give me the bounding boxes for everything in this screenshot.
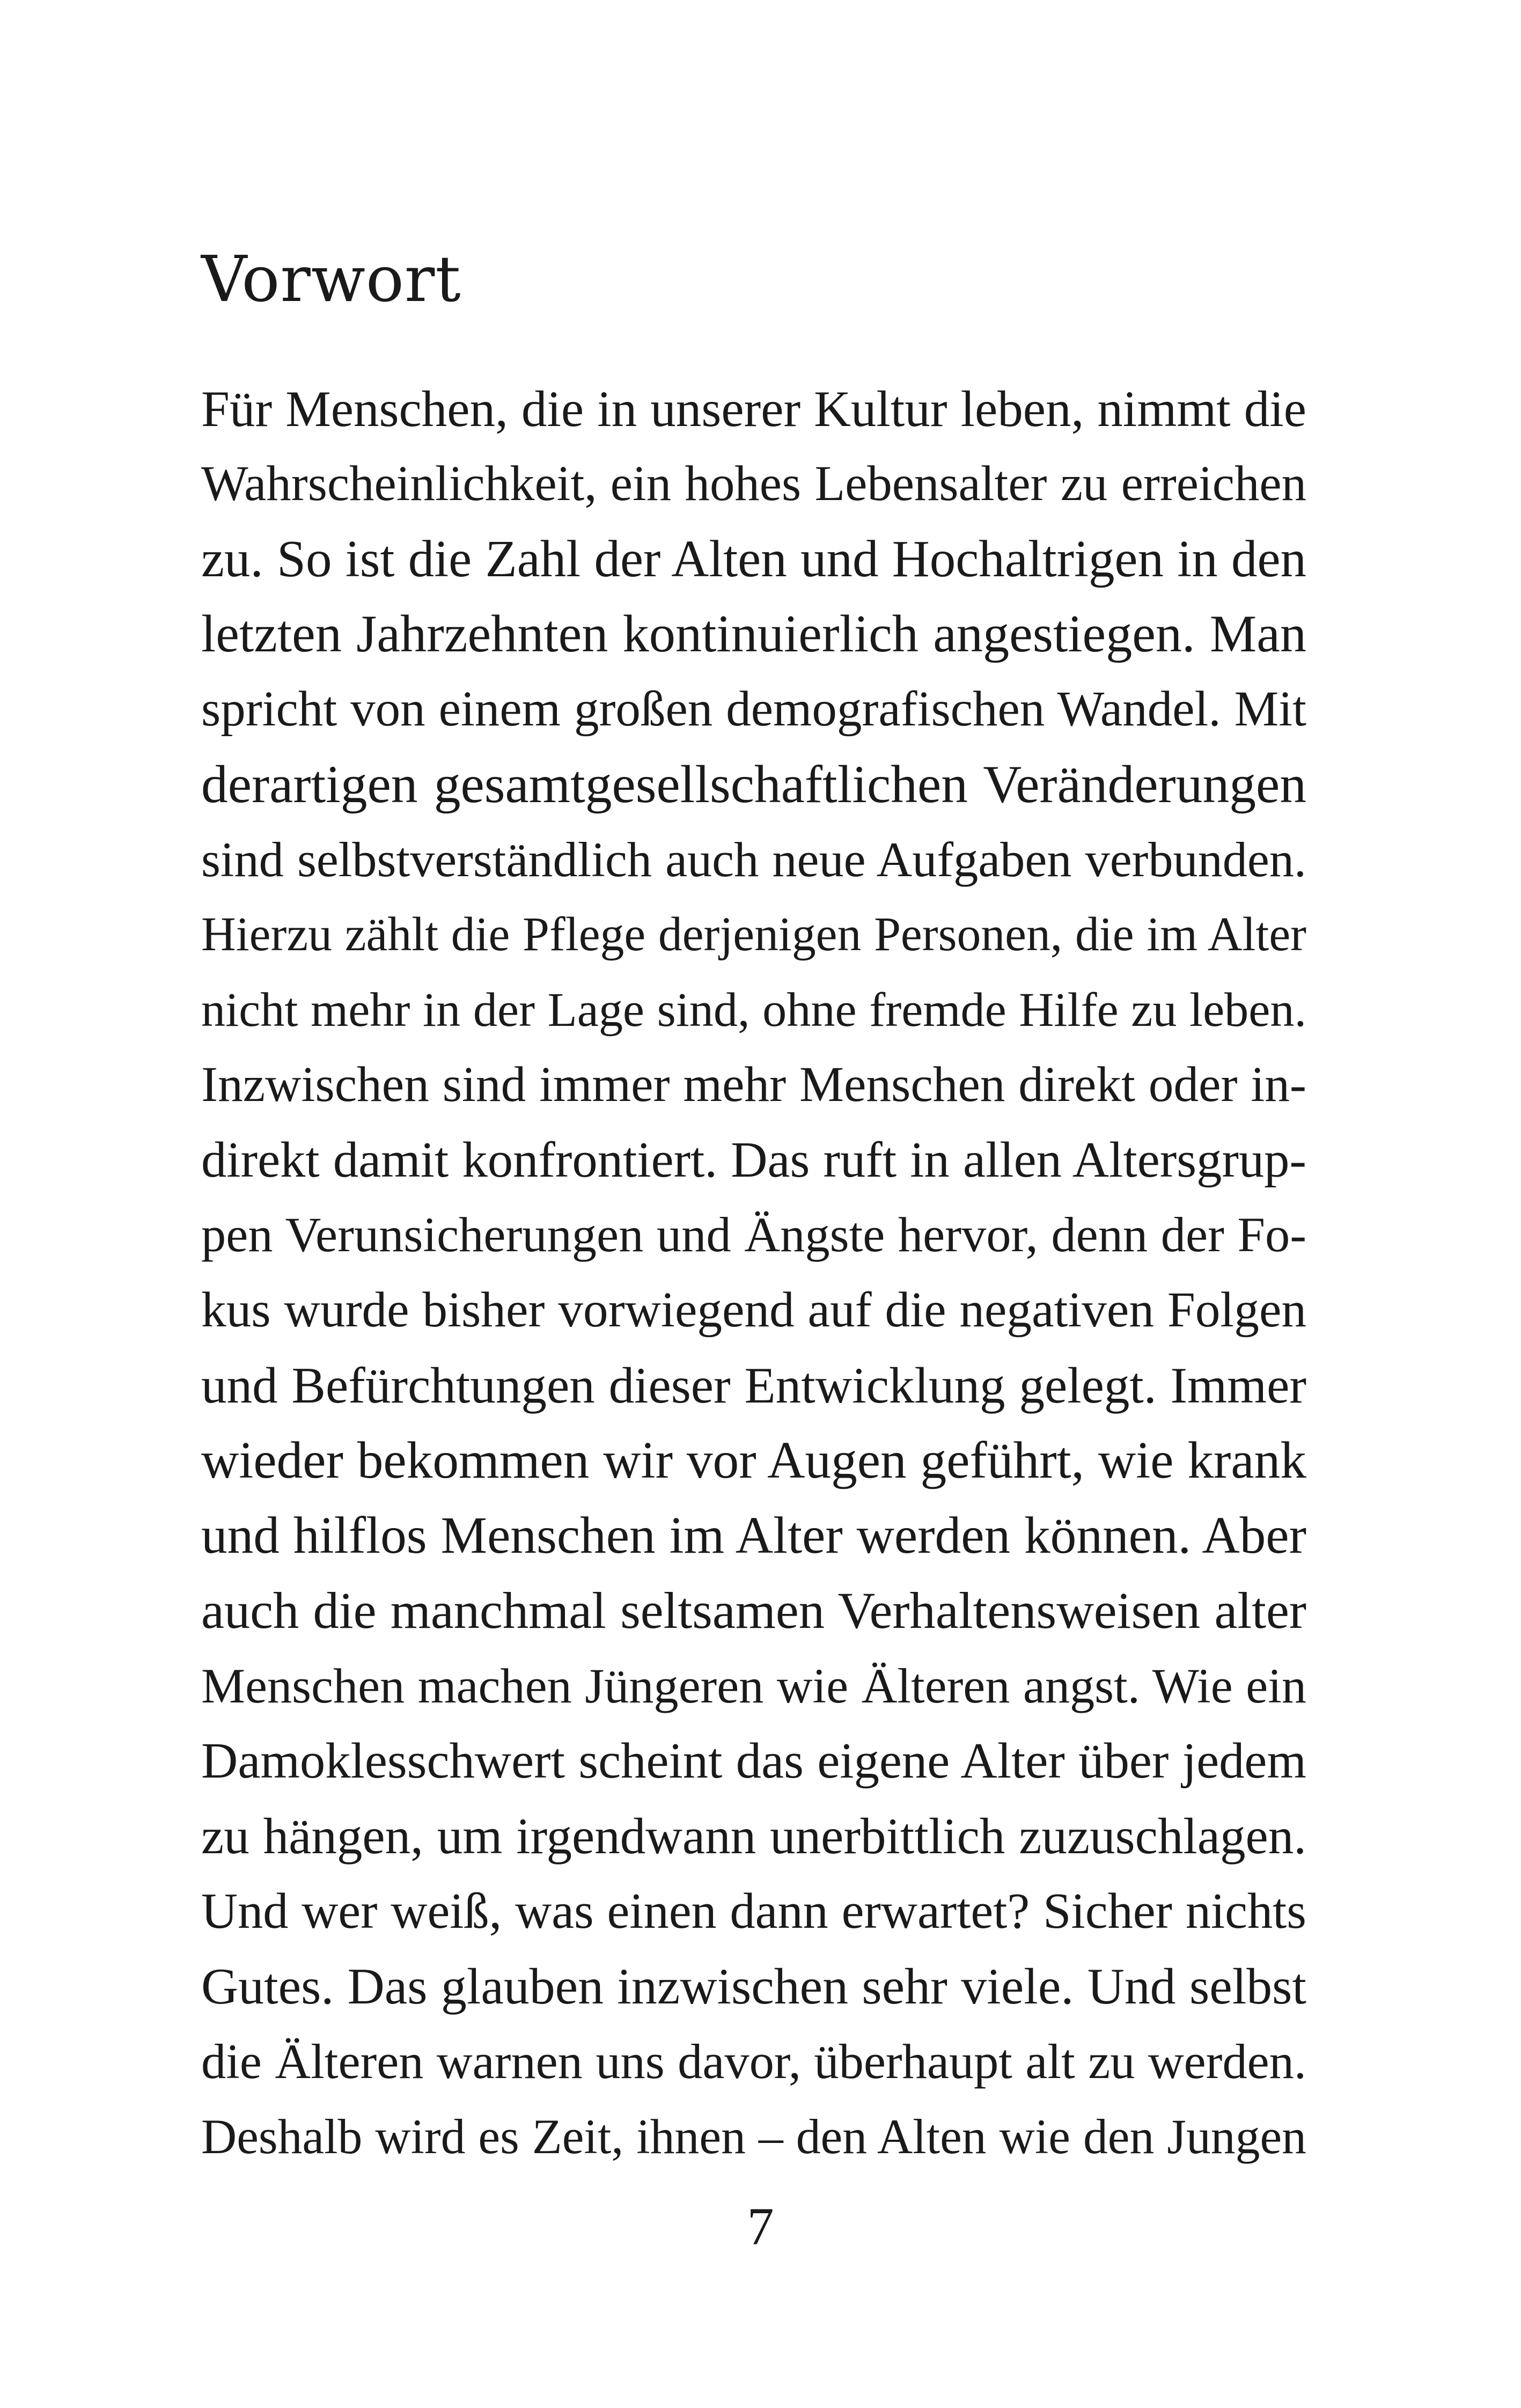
text-line: zu hängen, um irgendwann unerbittlich zuzuschlagen. bbox=[201, 1808, 1306, 1864]
text-line: direkt damit konfrontiert. Das ruft in allen Altersgrup- bbox=[201, 1132, 1306, 1188]
text-line: nicht mehr in der Lage sind, ohne fremde Hilfe zu leben. bbox=[201, 983, 1306, 1037]
text-line: letzten Jahrzehnten kontinuierlich angestiegen. Man bbox=[201, 605, 1306, 663]
text-line: auch die manchmal seltsamen Verhaltensweisen alter bbox=[201, 1582, 1306, 1639]
text-line: Gutes. Das glauben inzwischen sehr viele. Und selbst bbox=[201, 1958, 1306, 2015]
text-line: Wahrscheinlichkeit, ein hohes Lebensalter zu erreichen bbox=[201, 456, 1306, 511]
chapter-heading: Vorwort bbox=[201, 242, 461, 316]
text-line: und Befürchtungen dieser Entwicklung gelegt. Immer bbox=[201, 1357, 1306, 1414]
text-line: die Älteren warnen uns davor, überhaupt alt zu werden. bbox=[201, 2034, 1306, 2089]
text-line: Für Menschen, die in unserer Kultur leben, nimmt die bbox=[201, 380, 1306, 437]
page-number: 7 bbox=[747, 2197, 774, 2256]
text-line: Hierzu zählt die Pflege derjenigen Personen, die im Alter bbox=[201, 908, 1306, 961]
text-line: kus wurde bisher vorwiegend auf die negativen Folgen bbox=[201, 1282, 1306, 1338]
text-line: sind selbstverständlich auch neue Aufgaben verbunden. bbox=[201, 832, 1306, 887]
body-text bbox=[201, 371, 1306, 2174]
text-line: Deshalb wird es Zeit, ihnen – den Alten wie den Jungen bbox=[201, 2109, 1306, 2164]
text-line: zu. So ist die Zahl der Alten und Hochaltrigen in den bbox=[201, 530, 1306, 588]
text-line: spricht von einem großen demografischen Wandel. Mit bbox=[201, 681, 1306, 737]
text-line: Inzwischen sind immer mehr Menschen direkt oder in- bbox=[201, 1057, 1306, 1112]
text-line: pen Verunsicherungen und Ängste hervor, denn der Fo- bbox=[201, 1208, 1306, 1262]
text-line: derartigen gesamtgesellschaftlichen Veränderungen bbox=[201, 754, 1306, 814]
text-line: und hilflos Menschen im Alter werden können. Aber bbox=[201, 1507, 1306, 1565]
text-line: Menschen machen Jüngeren wie Älteren angst. Wie ein bbox=[201, 1658, 1306, 1713]
text-line: Und wer weiß, was einen dann erwartet? Sicher nichts bbox=[201, 1883, 1306, 1939]
text-line: wieder bekommen wir vor Augen geführt, wie krank bbox=[201, 1431, 1306, 1489]
text-line: Damoklesschwert scheint das eigene Alter über jedem bbox=[201, 1733, 1306, 1789]
